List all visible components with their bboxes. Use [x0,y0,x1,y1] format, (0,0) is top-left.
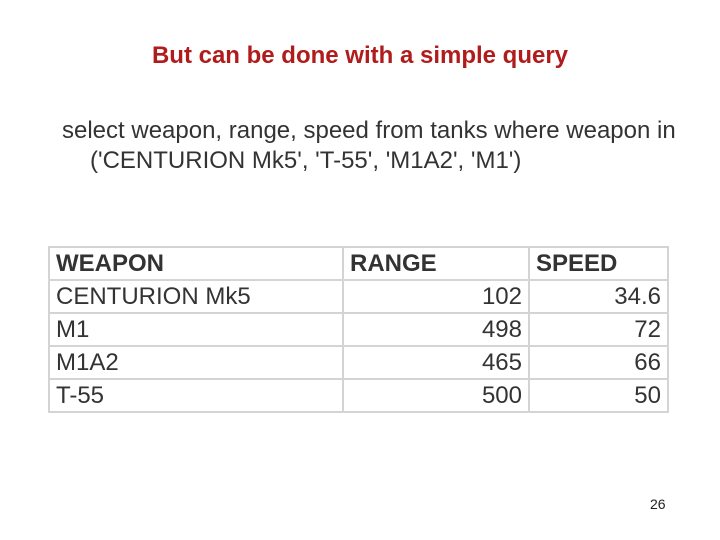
cell-speed: 72 [529,313,668,346]
table-row [49,379,668,412]
cell-weapon: M1A2 [49,346,343,379]
table-row [49,280,668,313]
column-header-range: RANGE [343,247,529,280]
results-table [48,246,669,413]
cell-range: 498 [343,313,529,346]
cell-speed: 34.6 [529,280,668,313]
slide-title: But can be done with a simple query [151,42,569,69]
cell-weapon: M1 [49,313,343,346]
sql-query-text: select weapon, range, speed from tanks where weapon in ('CENTURION Mk5', 'T-55', 'M1A2', 'M1') [62,117,676,174]
table-header-row [49,247,668,280]
column-header-weapon: WEAPON [49,247,343,280]
cell-speed: 66 [529,346,668,379]
table-row [49,346,668,379]
page-number: 26 [650,496,666,512]
cell-weapon: T-55 [49,379,343,412]
cell-range: 102 [343,280,529,313]
cell-speed: 50 [529,379,668,412]
column-header-speed: SPEED [529,247,668,280]
cell-range: 500 [343,379,529,412]
cell-range: 465 [343,346,529,379]
cell-weapon: CENTURION Mk5 [49,280,343,313]
table-row [49,313,668,346]
